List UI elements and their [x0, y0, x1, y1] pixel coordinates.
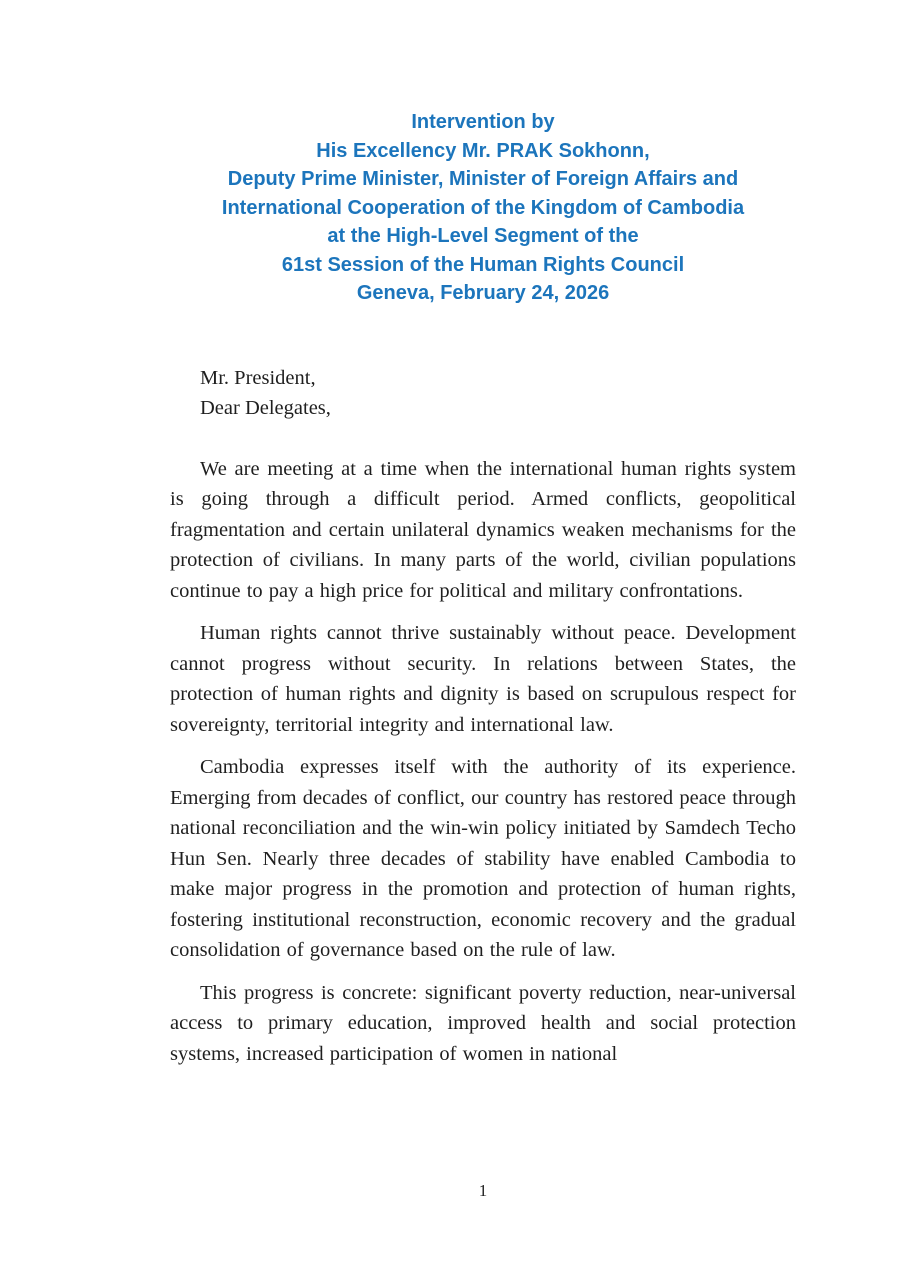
document-title-block	[170, 108, 796, 308]
title-line-5: at the High-Level Segment of the	[327, 225, 639, 247]
paragraph-3: Cambodia expresses itself with the authority of its experience. Emerging from decades of conflict, our country has restored peace through national reconciliation and the win-win policy initiated by Samdech Techo Hun Sen. Nearly three decades of stability have enabled Cambodia to make major progress in the promotion and protection of human rights, fostering institutional reconstruction, economic recovery and the gradual consolidation of governance based on the rule of law.	[170, 756, 796, 961]
paragraph-2: Human rights cannot thrive sustainably without peace. Development cannot progress without security. In relations between States, the protection of human rights and dignity is based on scrupulous respect for sovereignty, territorial integrity and international law.	[170, 622, 796, 736]
title-line-3: Deputy Prime Minister, Minister of Foreign Affairs and	[227, 168, 739, 190]
title-line-1: Intervention by	[411, 111, 555, 133]
salutation-line-president: Mr. President,	[200, 366, 316, 389]
title-line-6: 61st Session of the Human Rights Council	[281, 253, 685, 276]
salutation-line-delegates: Dear Delegates,	[200, 397, 331, 419]
title-line-7: Geneva, February 24, 2026	[356, 282, 610, 304]
paragraph-1: We are meeting at a time when the international human rights system is going through a difficult period. Armed conflicts, geopolitical fragmentation and certain unilateral dynamics weaken mechanisms for the protection of civilians. In many parts of the world, civilian populations continue to pay a high price for political and military confrontations.	[170, 457, 796, 602]
title-line-2: His Excellency Mr. PRAK Sokhonn,	[316, 139, 650, 162]
salutation-block	[170, 363, 796, 424]
paragraph-4: This progress is concrete: significant poverty reduction, near-universal access to primary education, improved health and social protection systems, increased participation of women in national	[170, 981, 796, 1065]
title-line-4: International Cooperation of the Kingdom of Cambodia	[221, 196, 745, 219]
page-number: 1	[478, 1181, 488, 1200]
